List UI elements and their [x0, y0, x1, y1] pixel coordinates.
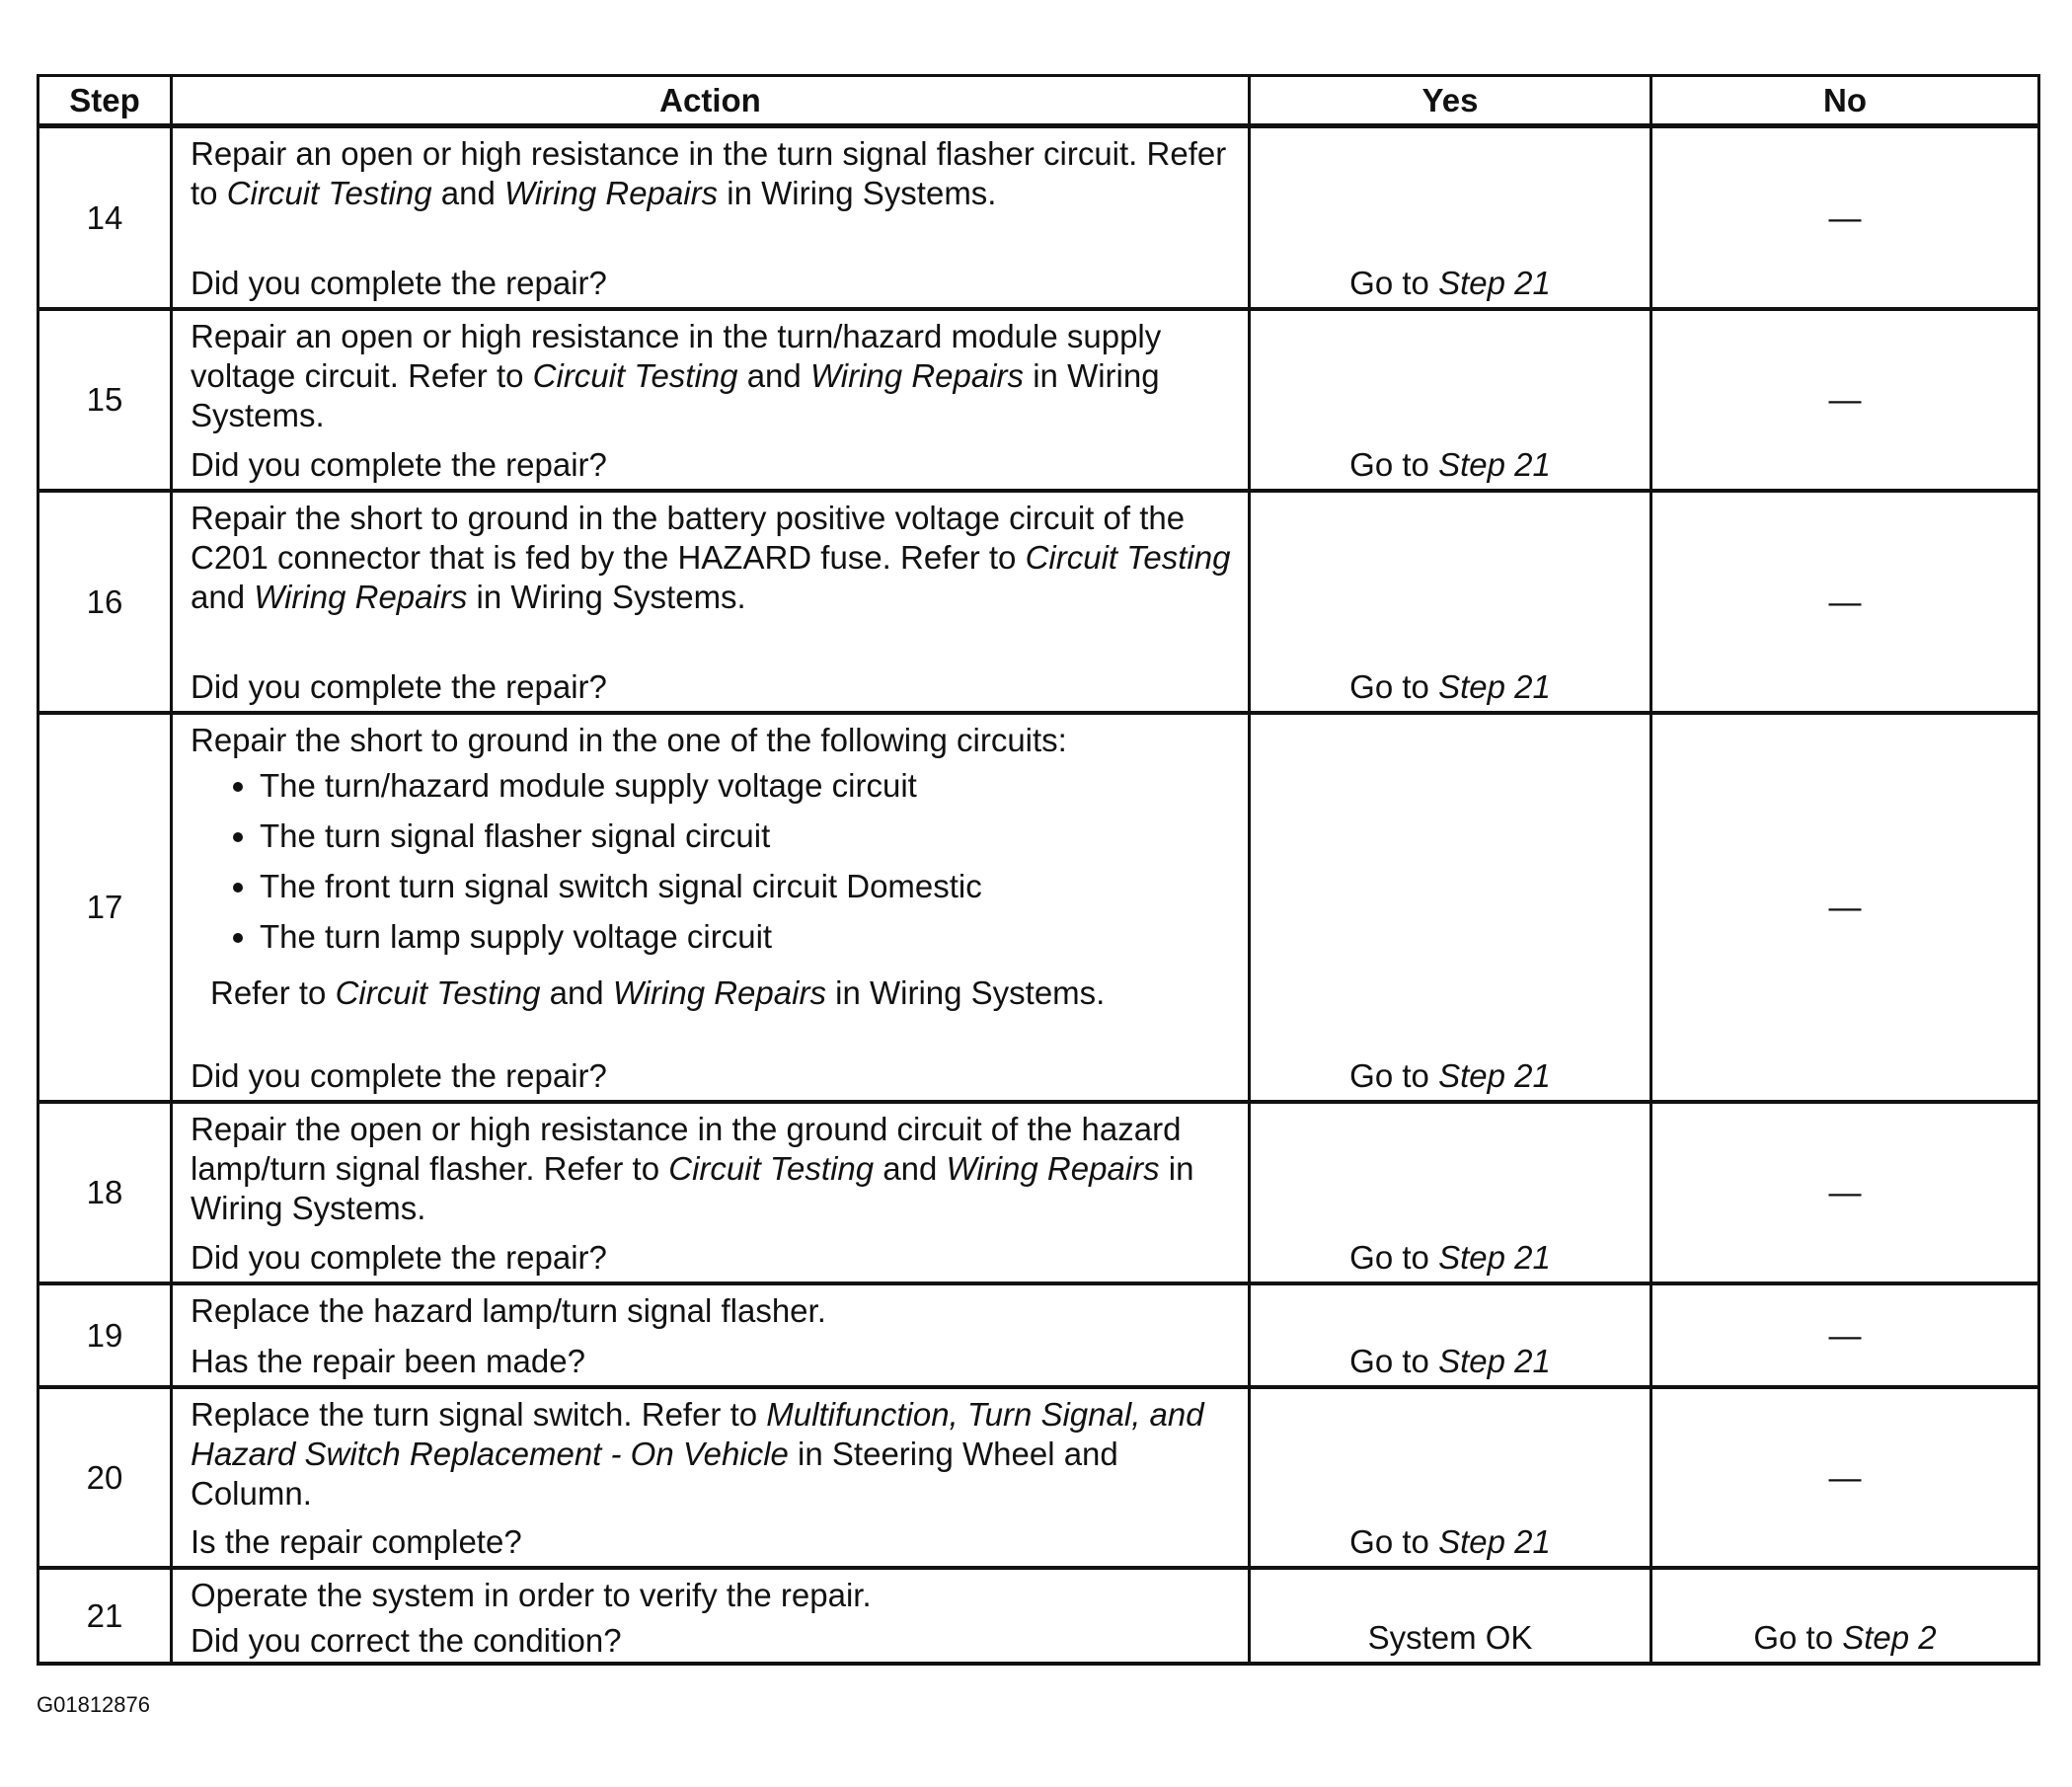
action-cell — [172, 491, 1250, 713]
action-content — [191, 1291, 1236, 1381]
yes-result — [1250, 1568, 1651, 1664]
text-run: Repair the short to ground in the one of the following circuits: — [191, 722, 1067, 758]
circuit-list — [191, 766, 1236, 968]
diagnostic-table — [37, 74, 2040, 1666]
text-run: — — [1828, 583, 1862, 620]
reference-text: Wiring Repairs — [809, 357, 1025, 394]
table-row — [38, 1568, 2039, 1664]
list-item: • The turn/hazard module supply voltage circuit — [260, 766, 1236, 806]
table-row — [38, 713, 2039, 1102]
text-run: and — [431, 175, 504, 211]
reference-line — [210, 973, 1236, 1013]
text-run: Operate the system in order to verify the repair. — [191, 1577, 872, 1613]
reference-text: Step 21 — [1438, 1523, 1551, 1560]
text-run: — — [1828, 889, 1862, 925]
action-instruction — [191, 721, 1236, 760]
table-row — [38, 126, 2039, 310]
step-number: 21 — [38, 1568, 172, 1664]
no-result — [1651, 1102, 2039, 1283]
table-row — [38, 1102, 2039, 1283]
text-run: Go to — [1349, 1239, 1439, 1276]
text-run: Repair the short to ground in the battery positive voltage circuit of the C201 connector that is fed by the HAZARD fuse. Refer to — [191, 500, 1186, 576]
yes-result — [1250, 309, 1651, 491]
header-yes: Yes — [1250, 76, 1651, 126]
text-run: System OK — [1367, 1619, 1533, 1656]
yes-result — [1250, 126, 1651, 310]
table-row — [38, 1283, 2039, 1387]
table-body — [38, 126, 2039, 1665]
list-item: • The front turn signal switch signal circuit Domestic — [260, 867, 1236, 906]
step-number: 16 — [38, 491, 172, 713]
action-question: Did you correct the condition? — [191, 1622, 622, 1659]
action-cell — [172, 1387, 1250, 1568]
text-run: and — [737, 357, 810, 394]
text-run: Replace the turn signal switch. Refer to — [191, 1396, 767, 1433]
action-instruction — [191, 1110, 1236, 1228]
action-cell — [172, 1283, 1250, 1387]
text-run: in Steering Wheel and Column. — [191, 1436, 1118, 1512]
reference-text: Step 21 — [1438, 668, 1551, 705]
text-run: Repair an open or high resistance in the turn/hazard module supply voltage circuit. Refer to — [191, 318, 1162, 394]
action-instruction — [191, 1395, 1236, 1514]
reference-text: Step 21 — [1438, 1239, 1551, 1276]
action-content — [191, 1395, 1236, 1562]
step-number: 18 — [38, 1102, 172, 1283]
action-content — [191, 317, 1236, 485]
table-row — [38, 309, 2039, 491]
text-run: and — [540, 974, 613, 1011]
list-item: • The turn lamp supply voltage circuit — [260, 917, 1236, 957]
text-run: — — [1828, 1458, 1862, 1496]
action-question: Did you complete the repair? — [191, 1057, 607, 1094]
text-run: Go to — [1349, 1523, 1439, 1560]
yes-result — [1250, 1102, 1651, 1283]
no-result — [1651, 309, 2039, 491]
reference-text: Circuit Testing — [532, 357, 738, 394]
step-number: 15 — [38, 309, 172, 491]
text-run: — — [1828, 381, 1862, 418]
text-run: in Wiring Systems. — [825, 974, 1106, 1011]
no-result — [1651, 1283, 2039, 1387]
header-row — [38, 76, 2039, 126]
figure-id: G01812876 — [37, 1692, 150, 1717]
no-result — [1651, 713, 2039, 1102]
reference-text: Circuit Testing — [335, 974, 541, 1011]
action-cell — [172, 713, 1250, 1102]
action-instruction — [191, 1576, 1236, 1615]
step-number: 19 — [38, 1283, 172, 1387]
text-run: Refer to — [210, 974, 336, 1011]
action-question: Did you complete the repair? — [191, 265, 607, 301]
text-run: — — [1828, 198, 1862, 236]
text-run: Go to — [1349, 668, 1439, 705]
text-run: in Wiring Systems. — [467, 579, 746, 615]
header-step: Step — [38, 76, 172, 126]
action-question: Did you complete the repair? — [191, 668, 607, 705]
reference-text: Circuit Testing — [226, 175, 432, 211]
text-run: Repair the open or high resistance in the ground circuit of the hazard lamp/turn signal flasher. Refer to — [191, 1111, 1182, 1187]
action-content — [191, 499, 1236, 707]
text-run: Go to — [1349, 265, 1439, 301]
header-action: Action — [172, 76, 1250, 126]
no-result — [1651, 126, 2039, 310]
yes-result — [1250, 491, 1651, 713]
step-number: 20 — [38, 1387, 172, 1568]
action-content — [191, 1576, 1236, 1658]
text-run: — — [1828, 1174, 1862, 1210]
reference-text: Step 21 — [1438, 1057, 1551, 1094]
text-run: in Wiring Systems. — [191, 357, 1160, 433]
reference-text: Wiring Repairs — [946, 1150, 1160, 1187]
action-content — [191, 134, 1236, 303]
header-no: No — [1651, 76, 2039, 126]
text-run: Replace the hazard lamp/turn signal flasher. — [191, 1292, 826, 1329]
action-instruction — [191, 1291, 1236, 1331]
action-content — [191, 721, 1236, 1096]
text-run: and — [191, 579, 255, 615]
reference-text: Circuit Testing — [1025, 539, 1231, 576]
reference-text: Step 21 — [1438, 1343, 1551, 1379]
text-run: in Wiring Systems. — [191, 1150, 1194, 1226]
list-item: • The turn signal flasher signal circuit — [260, 816, 1236, 856]
action-question: Did you complete the repair? — [191, 446, 607, 483]
action-cell — [172, 1568, 1250, 1664]
reference-text: Step 2 — [1842, 1619, 1937, 1656]
reference-text: Wiring Repairs — [612, 974, 826, 1011]
text-run: Go to — [1349, 446, 1439, 483]
yes-result — [1250, 1387, 1651, 1568]
text-run: Go to — [1349, 1057, 1439, 1094]
action-content — [191, 1110, 1236, 1278]
text-run: Go to — [1349, 1343, 1439, 1379]
no-result — [1651, 1387, 2039, 1568]
action-question: Did you complete the repair? — [191, 1239, 607, 1276]
yes-result — [1250, 1283, 1651, 1387]
table-row — [38, 1387, 2039, 1568]
no-result — [1651, 491, 2039, 713]
table-row — [38, 491, 2039, 713]
action-question: Is the repair complete? — [191, 1523, 522, 1560]
text-run: Repair an open or high resistance in the turn signal flasher circuit. Refer to — [191, 135, 1227, 211]
reference-text: Circuit Testing — [668, 1150, 875, 1187]
action-instruction — [191, 317, 1236, 435]
no-result — [1651, 1568, 2039, 1664]
text-run: and — [874, 1150, 947, 1187]
action-instruction — [191, 499, 1236, 617]
reference-text: Wiring Repairs — [254, 579, 468, 615]
action-cell — [172, 309, 1250, 491]
yes-result — [1250, 713, 1651, 1102]
reference-text: Step 21 — [1438, 446, 1551, 483]
text-run: Go to — [1753, 1619, 1843, 1656]
action-instruction — [191, 134, 1236, 213]
action-cell — [172, 1102, 1250, 1283]
action-question: Has the repair been made? — [191, 1343, 585, 1379]
text-run: — — [1828, 1316, 1862, 1354]
reference-text: Multifunction, Turn Signal, and Hazard Switch Replacement - On Vehicle — [191, 1396, 1204, 1472]
step-number: 14 — [38, 126, 172, 310]
reference-text: Wiring Repairs — [503, 175, 719, 211]
text-run: in Wiring Systems. — [718, 175, 997, 211]
step-number: 17 — [38, 713, 172, 1102]
reference-text: Step 21 — [1438, 265, 1551, 301]
action-cell — [172, 126, 1250, 310]
